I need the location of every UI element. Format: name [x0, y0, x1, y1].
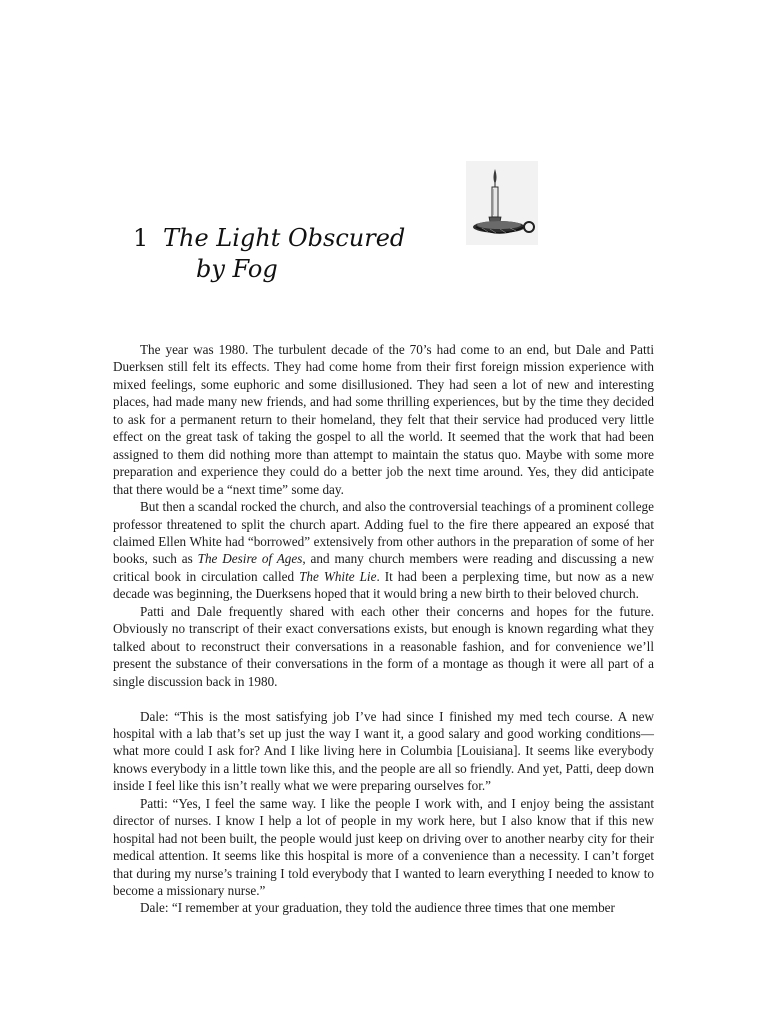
chapter-heading: [133, 223, 405, 285]
chapter-title-line-1: The Light Obscured: [163, 224, 406, 252]
paragraph-text: Dale: “This is the most satisfying job I’ve had since I finished my med tech course. A new hospital with a lab that’s set up just the way I want it, a good salary and good working conditions—what more could I ask for? And I like living here in Columbia [Louisiana]. It seems like everybody knows everybody in a little town like this, and the people are all so friendly. And yet, Patti, deep down inside I feel like this isn’t really what we were preparing ourselves for.”: [113, 708, 654, 794]
chapter-title-line-2: by Fog: [196, 255, 278, 283]
paragraph-text: Dale: “I remember at your graduation, they told the audience three times that one member: [140, 900, 615, 916]
paragraph-text: Patti and Dale frequently shared with each other their concerns and hopes for the future. Obviously no transcript of their exact conversations exists, but enough is known regarding what they talked about to reconstruct their conversations in a reasonable fashion, and for convenience we’ll present the substance of their conversations in the form of a montage as though it were all part of a single discussion back in 1980.: [113, 603, 654, 689]
paragraph-text: , and many church members were reading and discussing a new critical book in circulation called: [113, 551, 654, 584]
candle-in-holder-icon: [466, 161, 538, 245]
paragraph-text: . It had been a perplexing time, but now as a new decade was beginning, the Duerksens hoped that it would bring a new birth to their beloved church.: [113, 568, 654, 602]
paragraph: [113, 603, 654, 690]
chapter-number: 1: [133, 224, 149, 252]
paragraph-text: But then a scandal rocked the church, and also the controversial teachings of a prominent college professor threatened to split the church apart. Adding fuel to the fire there appeared an exposé that claimed Ellen White had “borrowed” extensively from other authors in the preparation of some of her books, such as: [113, 499, 654, 567]
book-title-text: The Desire of Ages: [197, 551, 303, 567]
paragraph: [113, 341, 654, 498]
paragraph: [113, 899, 654, 916]
book-title-text: The White Lie: [299, 568, 377, 584]
paragraph: [113, 498, 654, 603]
paragraph-text: Patti: “Yes, I feel the same way. I like the people I work with, and I enjoy being the assistant director of nurses. I know I help a lot of people in my work here, but I also know that if this new hospital had not been built, the people would just keep on driving over to another nearby city for their medical attention. It seems like this hospital is more of a convenience than a necessity. I can’t forget that during my nurse’s training I told everybody that I wanted to learn everything I needed to know to become a missionary nurse.”: [113, 795, 654, 899]
paragraph: [113, 795, 654, 900]
chapter-body: [113, 341, 654, 917]
paragraph: [113, 708, 654, 795]
paragraph-text: The year was 1980. The turbulent decade of the 70’s had come to an end, but Dale and Patti Duerksen still felt its effects. They had come home from their first foreign mission experience with mixed feelings, some euphoric and some disillusioned. They had seen a lot of new and interesting places, had made many new friends, and had some thrilling experiences, but by the time they decided to ask for a permanent return to their homeland, they felt that their service had produced very little effect on the great task of taking the gospel to all the world. It seemed that the work that had been assigned to them did nothing more than attempt to maintain the status quo. Maybe with some more preparation and experience they could do a better job the next time around. Yes, they did anticipate that there would be a “next time” some day.: [113, 342, 654, 497]
